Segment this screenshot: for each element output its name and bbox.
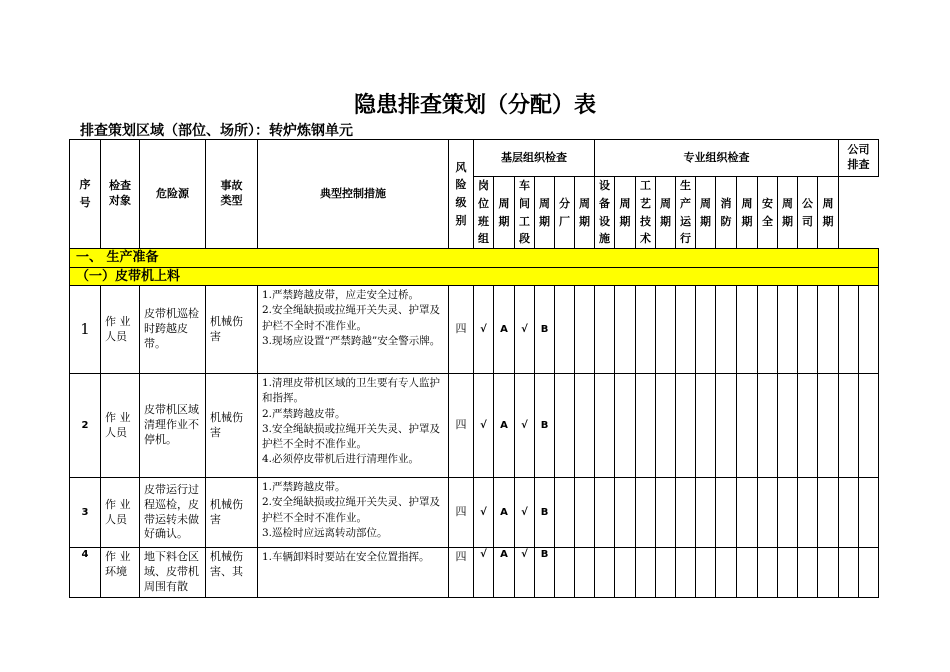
header-hazard: 危险源 <box>140 140 206 249</box>
workshop-check-mark: √ <box>515 286 535 374</box>
accident-type: 机械伤害 <box>206 374 258 478</box>
hazard-plan-table <box>69 139 879 598</box>
header-accident: 事故类型 <box>206 140 258 249</box>
header-company: 公司 <box>798 177 818 249</box>
header-fire: 消防 <box>716 177 737 249</box>
row-number: 1 <box>70 286 101 374</box>
measure-item: 1.车辆卸料时要站在安全位置指挥。 <box>262 551 430 564</box>
section-row <box>70 249 879 268</box>
workshop-period: B <box>535 286 555 374</box>
header-production: 生产运行 <box>676 177 696 249</box>
measure-item: 3.安全绳缺损或拉绳开关失灵、护罩及护栏不全时不准作业。 <box>262 422 441 450</box>
risk-level: 四 <box>449 478 474 548</box>
measure-item: 1.清理皮带机区域的卫生要有专人监护和指挥。 <box>262 377 441 405</box>
hazard-source: 地下料仓区域、皮带机周围有散 <box>140 548 206 598</box>
header-period: 周期 <box>615 177 636 249</box>
header-period: 周期 <box>778 177 798 249</box>
post-check-mark: √ <box>474 548 494 598</box>
hazard-source: 皮带运行过程巡检，皮带运转未做好确认。 <box>140 478 206 548</box>
check-object: 作 业人员 <box>101 374 140 478</box>
header-period: 周期 <box>575 177 595 249</box>
post-period: A <box>494 374 515 478</box>
header-base-group: 基层组织检查 <box>474 140 595 177</box>
control-measures <box>258 478 449 548</box>
header-period: 周期 <box>737 177 758 249</box>
section-subtitle: （一）皮带机上料 <box>70 267 879 286</box>
workshop-period: B <box>535 478 555 548</box>
table-row <box>70 374 879 478</box>
header-equipment: 设备设施 <box>595 177 615 249</box>
control-measures <box>258 286 449 374</box>
post-period: A <box>494 478 515 548</box>
header-risk: 风险级别 <box>449 140 474 249</box>
header-tech: 工艺技术 <box>636 177 656 249</box>
row-number: 4 <box>70 548 101 598</box>
header-company-group: 公司排查 <box>839 140 879 177</box>
header-branch: 分厂 <box>555 177 575 249</box>
table-row <box>70 478 879 548</box>
header-object: 检查对象 <box>101 140 140 249</box>
risk-level: 四 <box>449 548 474 598</box>
post-check-mark: √ <box>474 374 494 478</box>
header-pro-group: 专业组织检查 <box>595 140 839 177</box>
workshop-check-mark: √ <box>515 478 535 548</box>
header-seq: 序号 <box>70 140 101 249</box>
risk-level: 四 <box>449 286 474 374</box>
measure-item: 1.严禁跨越皮带，应走安全过桥。 <box>262 289 420 302</box>
section-row <box>70 267 879 286</box>
header-period: 周期 <box>696 177 716 249</box>
area-subtitle: 排查策划区域（部位、场所）：转炉炼钢单元 <box>80 123 353 139</box>
header-period: 周期 <box>494 177 515 249</box>
check-object: 作 业环境 <box>101 548 140 598</box>
workshop-period: B <box>535 374 555 478</box>
header-post: 岗位班组 <box>474 177 494 249</box>
hazard-source: 皮带机巡检时跨越皮带。 <box>140 286 206 374</box>
accident-type: 机械伤害 <box>206 286 258 374</box>
table-row <box>70 548 879 598</box>
measure-item: 2.安全绳缺损或拉绳开关失灵、护罩及护栏不全时不准作业。 <box>262 304 441 332</box>
post-check-mark: √ <box>474 478 494 548</box>
header-measures: 典型控制措施 <box>258 140 449 249</box>
post-period: A <box>494 286 515 374</box>
control-measures <box>258 548 449 598</box>
table-row <box>70 286 879 374</box>
accident-type: 机械伤害、其 <box>206 548 258 598</box>
workshop-period: B <box>535 548 555 598</box>
header-workshop: 车间工段 <box>515 177 535 249</box>
header-safety: 安全 <box>758 177 778 249</box>
control-measures <box>258 374 449 478</box>
post-period: A <box>494 548 515 598</box>
risk-level: 四 <box>449 374 474 478</box>
header-period: 周期 <box>535 177 555 249</box>
measure-item: 2.安全绳缺损或拉绳开关失灵、护罩及护栏不全时不准作业。 <box>262 496 441 524</box>
check-object: 作 业人员 <box>101 478 140 548</box>
accident-type: 机械伤害 <box>206 478 258 548</box>
measure-item: 4.必须停皮带机后进行清理作业。 <box>262 453 420 466</box>
header-period: 周期 <box>818 177 839 249</box>
check-object: 作 业人员 <box>101 286 140 374</box>
measure-item: 3.巡检时应远离转动部位。 <box>262 526 388 539</box>
workshop-check-mark: √ <box>515 548 535 598</box>
workshop-check-mark: √ <box>515 374 535 478</box>
post-check-mark: √ <box>474 286 494 374</box>
measure-item: 3.现场应设置“严禁跨越”安全警示牌。 <box>262 334 441 347</box>
row-number: 2 <box>70 374 101 478</box>
page-title: 隐患排查策划（分配）表 <box>353 93 596 118</box>
measure-item: 1.严禁跨越皮带。 <box>262 481 346 494</box>
header-period: 周期 <box>656 177 676 249</box>
hazard-source: 皮带机区域清理作业不停机。 <box>140 374 206 478</box>
measure-item: 2.严禁跨越皮带。 <box>262 407 346 420</box>
section-title: 一、 生产准备 <box>70 249 879 268</box>
row-number: 3 <box>70 478 101 548</box>
